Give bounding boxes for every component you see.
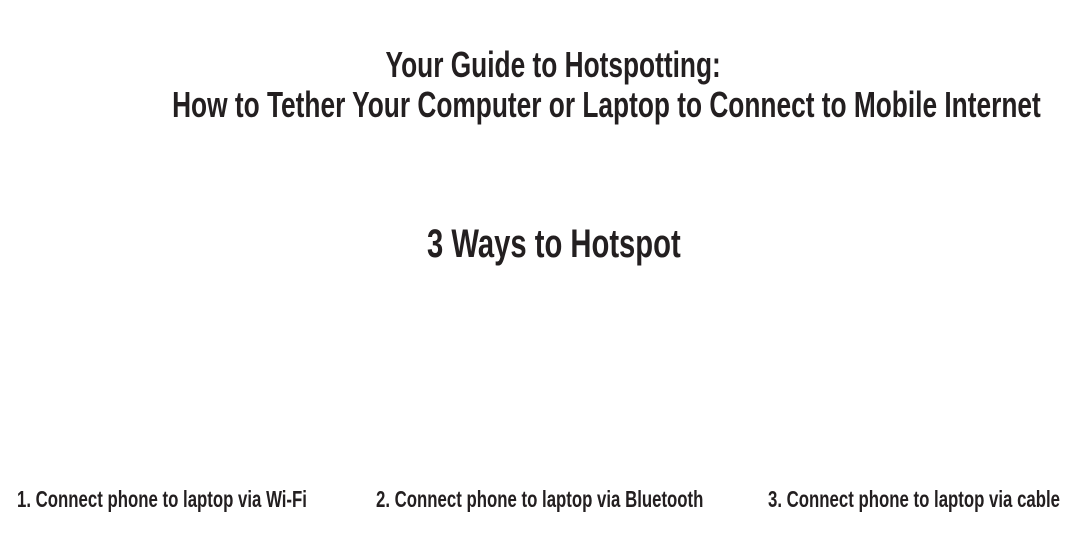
page-title-line-1: Your Guide to Hotspotting: — [385, 44, 721, 85]
page-title-line-2: How to Tether Your Computer or Laptop to Connect to Mobile Internet — [172, 84, 1041, 125]
section-heading: 3 Ways to Hotspot — [427, 222, 681, 266]
step-caption-cable: 3. Connect phone to laptop via cable — [768, 486, 1060, 512]
step-caption-wifi: 1. Connect phone to laptop via Wi-Fi — [17, 486, 307, 512]
step-caption-bluetooth: 2. Connect phone to laptop via Bluetooth — [376, 486, 704, 512]
page-title — [146, 44, 1041, 125]
